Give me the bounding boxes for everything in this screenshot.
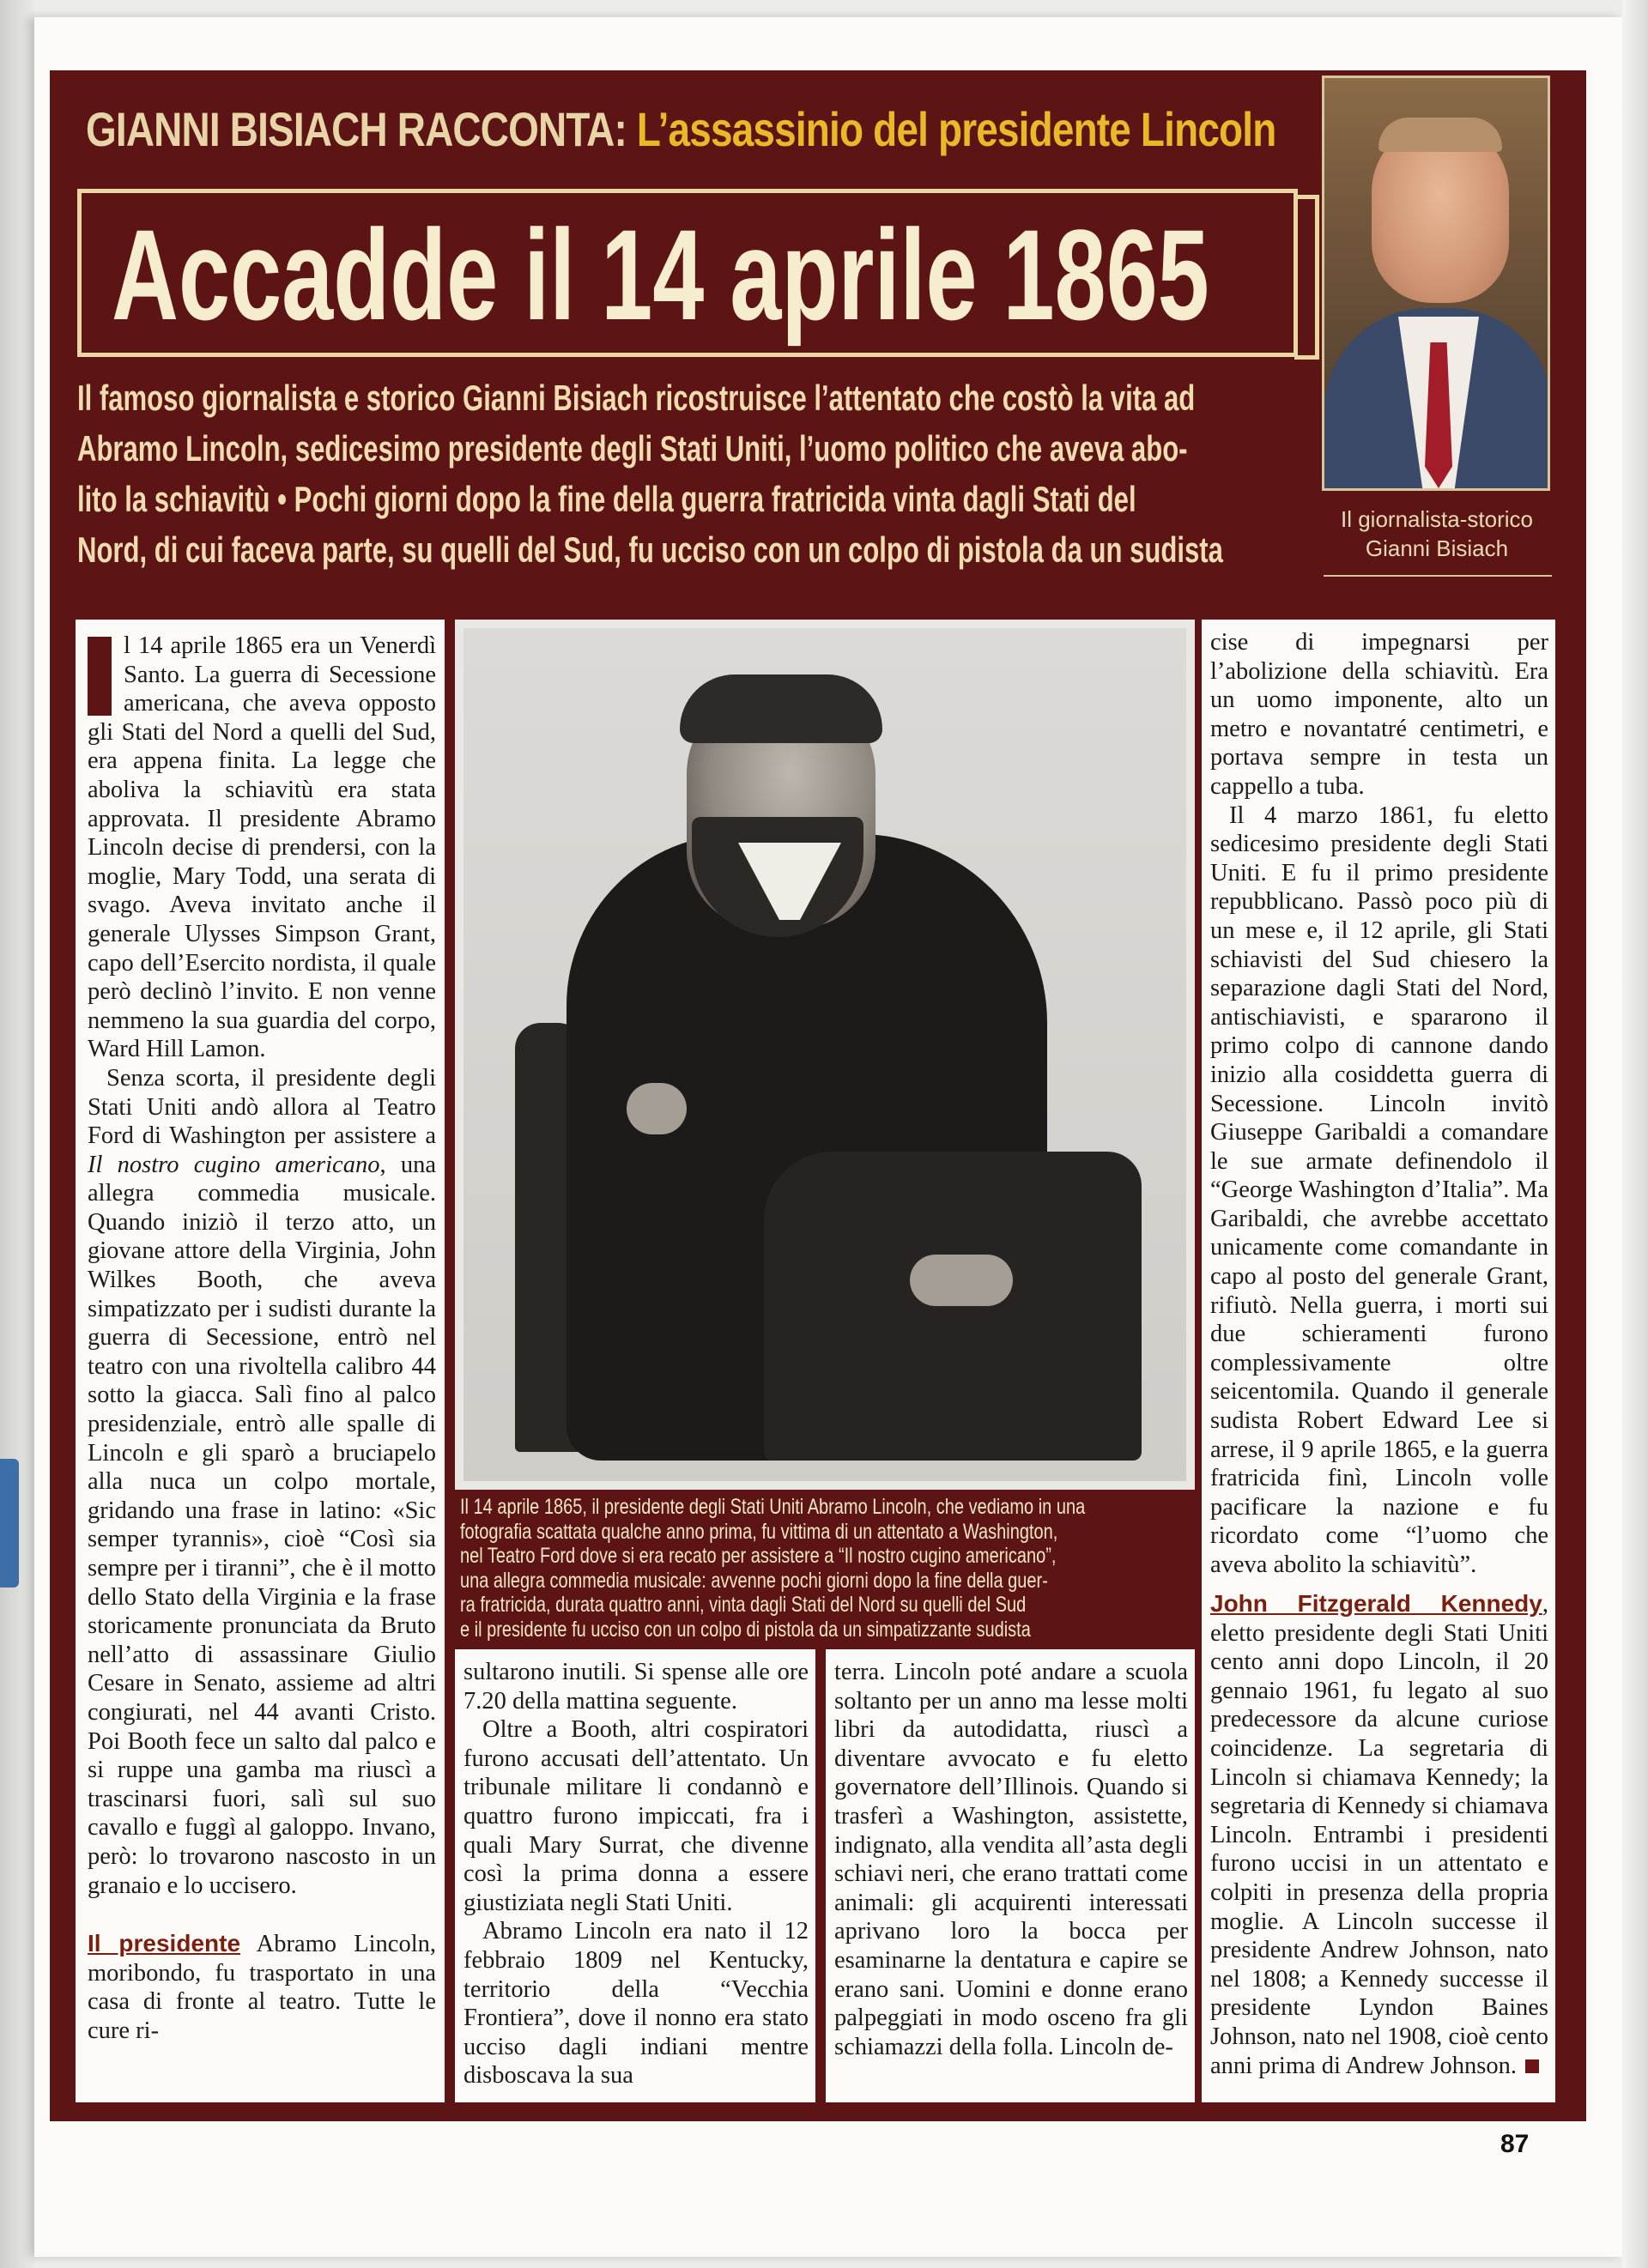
photo-caption-line: una allegra commedia musicale: avvenne pochi giorni dopo la fine della guer-	[460, 1568, 1048, 1593]
paragraph-text: Senza scorta, il presidente degli Stati Uniti andò allora al Teatro Ford di Washington per assistere a	[88, 1064, 436, 1150]
paragraph: Abramo Lincoln era nato il 12 febbraio 1809 nel Kentucky, territorio della “Vecchia Frontiera”, dove il nonno era stato ucciso dagli indiani mentre disboscava la sua	[464, 1918, 809, 2090]
magazine-spine	[0, 0, 34, 2268]
page-edge	[1622, 0, 1648, 2268]
lead-line: Il famoso giornalista e storico Gianni Bisiach ricostruisce l’attentato che costò la vita ad	[77, 378, 1196, 418]
paragraph: sultarono inutili. Si spense alle ore 7.20 della mattina seguente.	[464, 1659, 809, 1715]
paragraph	[88, 1929, 436, 2045]
paragraph: cise di impegnarsi per l’abolizione della schiavitù. Era un uomo imponente, alto un metro e novantatré centimetri, e portava sempre in testa un cappello a tuba.	[1210, 629, 1548, 800]
photo-caption-line: Il 14 aprile 1865, il presidente degli Stati Uniti Abramo Lincoln, che vediamo in una	[460, 1495, 1086, 1519]
photo-caption-line: e il presidente fu ucciso con un colpo di pistola da un simpatizzante sudista	[460, 1617, 1031, 1642]
author-caption-line2: Gianni Bisiach	[1365, 535, 1509, 561]
lead-line: Abramo Lincoln, sedicesimo presidente degli Stati Uniti, l’uomo politico che aveva abo-	[77, 428, 1188, 469]
lead-line: lito la schiavitù • Pochi giorni dopo la fine della guerra fratricida vinta dagli Stati del	[77, 479, 1136, 519]
kicker-topic: L’assassinio del presidente Lincoln	[636, 102, 1276, 156]
author-caption	[1318, 505, 1555, 563]
paragraph-text: , eletto presidente degli Stati Uniti cento anni dopo Lincoln, il 20 gennaio 1961, fu legato al suo predecessore da alcune curiose coincidenze. La segretaria di Lincoln si chiamava Kennedy; la segretaria di Kennedy si chiamava Lincoln. Entrambi i presidenti furono uccisi in un attentato e colpiti in presenza della propria moglie. A Lincoln successe il presidente Andrew Johnson, nato nel 1808; a Kennedy successe il presidente Lyndon Baines Johnson, nato nel 1908, cioè cento anni prima di Andrew Johnson.	[1210, 1591, 1548, 2079]
photo-figure-hand	[627, 1083, 687, 1134]
photo-caption-line: fotografia scattata qualche anno prima, fu vittima di un attentato a Washington,	[460, 1519, 1058, 1544]
paragraph	[88, 632, 436, 1064]
photo-figure-legs	[764, 1152, 1142, 1461]
author-photo	[1322, 76, 1550, 491]
lead-line: Nord, di cui faceva parte, su quelli del Sud, fu ucciso con un colpo di pistola da un sudista	[77, 529, 1223, 570]
play-title: Il nostro cugino americano	[88, 1151, 380, 1178]
author-hair	[1378, 118, 1502, 152]
photo-caption	[455, 1490, 1195, 1642]
lincoln-photo	[455, 620, 1195, 1490]
drop-cap	[88, 637, 112, 716]
article-lead	[77, 372, 1313, 575]
paragraph-text: , una allegra commedia musicale. Quando iniziò il terzo atto, un giovane attore della Virginia, John Wilkes Booth, che aveva simpatizzato per i sudisti durante la guerra di Secessione, entrò nel teatro con una rivoltella calibro 44 sotto la giacca. Salì fino al palco presidenziale, entrò alle spalle di Lincoln e gli sparò a bruciapelo alla nuca un colpo mortale, gridando una frase in latino: «Sic semper tyrannis», cioè “Così sia sempre per i tiranni”, che è il motto dello Stato della Virginia e la frase storicamente pronunciata da Bruto nell’atto di assassinare Giulio Cesare in Senato, assieme ad altri congiurati, nel 44 avanti Cristo. Poi Booth fece un salto dal palco e si ruppe una gamba ma riuscì a trascinarsi fuori, salì sul suo cavallo e fuggì al galoppo. Invano, però: lo trovarono nascosto in un granaio e lo uccisero.	[88, 1151, 436, 1899]
page-number: 87	[1500, 2130, 1530, 2158]
paragraph: Oltre a Booth, altri cospiratori furono accusati dell’attentato. Un tribunale militare li condannò e quattro furono impiccati, fra i quali Mary Surrat, che divenne così la prima donna a essere giustiziata negli Stati Uniti.	[464, 1716, 809, 1916]
author-caption-line1: Il giornalista-storico	[1341, 506, 1533, 532]
text-column-1	[76, 620, 445, 2102]
title-box	[77, 189, 1298, 357]
bookmark-tab	[0, 1459, 19, 1588]
section-subhead: Il presidente	[88, 1930, 241, 1957]
article-kicker	[86, 101, 1276, 175]
paragraph: terra. Lincoln poté andare a scuola soltanto per un anno ma lesse molti libri da autodidatta, riuscì a diventare avvocato e fu eletto governatore dell’Illinois. Quando si trasferì a Washington, assistette, indignato, alla vendita all’asta degli schiavi neri, che erano trattati come animali: gli acquirenti interessati aprivano loro la bocca per esaminarne la dentatura e capire se erano sani. Uomini e donne erano palpeggiati in modo osceno fra gli schiamazzi della folla. Lincoln de-	[834, 1659, 1188, 2060]
photo-caption-line: ra fratricida, durata quattro anni, vinta dagli Stati del Nord su quelli del Sud	[460, 1593, 1027, 1617]
paragraph-text: l 14 aprile 1865 era un Venerdì Santo. La guerra di Secessione americana, che aveva opposto gli Stati del Nord a quelli del Sud, era appena finita. La legge che aboliva la schiavitù era stata approvata. Il presidente Abramo Lincoln decise di prendersi, con la moglie, Mary Todd, una serata di svago. Aveva invitato anche il generale Ulysses Simpson Grant, capo dell’Esercito nordista, il quale però declinò l’invito. E non venne nemmeno la sua guardia del corpo, Ward Hill Lamon.	[88, 632, 436, 1063]
paragraph	[88, 1064, 436, 1900]
page-title: Accadde il 14 aprile 1865	[112, 203, 1209, 347]
text-column-5	[1202, 1581, 1555, 2102]
section-subhead: John Fitzgerald Kennedy	[1210, 1590, 1542, 1617]
paragraph-text: Abramo Lincoln, moribondo, fu trasportato in una casa di fronte al teatro. Tutte le cure ri-	[88, 1931, 436, 2044]
paragraph	[1210, 1589, 1548, 2080]
text-column-3	[826, 1649, 1195, 2102]
text-column-2	[455, 1649, 815, 2102]
photo-caption-line: nel Teatro Ford dove si era recato per assistere a “Il nostro cugino americano”,	[460, 1544, 1057, 1568]
kicker-name: GIANNI BISIACH RACCONTA:	[86, 102, 627, 156]
paragraph: Il 4 marzo 1861, fu eletto sedicesimo presidente degli Stati Uniti. E fu il primo presidente repubblicano. Passò poco più di un mese e, il 12 aprile, gli Stati schiavisti del Sud chiesero la separazione dagli Stati del Nord, antischiavisti, e spararono il primo colpo di cannone dando inizio alla cosiddetta guerra di Secessione. Lincoln invitò Giuseppe Garibaldi a comandare le sue armate definendolo il “George Washington d’Italia”. Ma Garibaldi, che avrebbe accettato unicamente come comandante in capo al posto del generale Grant, rifiutò. Nella guerra, i morti sui due schieramenti furono complessivamente oltre seicentomila. Quando il generale sudista Robert Edward Lee si arrese, il 9 aprile 1865, e la guerra fratricida finì, Lincoln volle pacificare la nazione e fu ricordato come “l’uomo che aveva abolito la schiavitù”.	[1210, 801, 1548, 1578]
text-column-4	[1202, 620, 1555, 1581]
end-mark-icon	[1525, 2059, 1539, 2073]
author-caption-rule	[1324, 575, 1552, 577]
photo-figure-hair	[680, 674, 882, 743]
photo-figure-hand	[910, 1255, 1013, 1306]
